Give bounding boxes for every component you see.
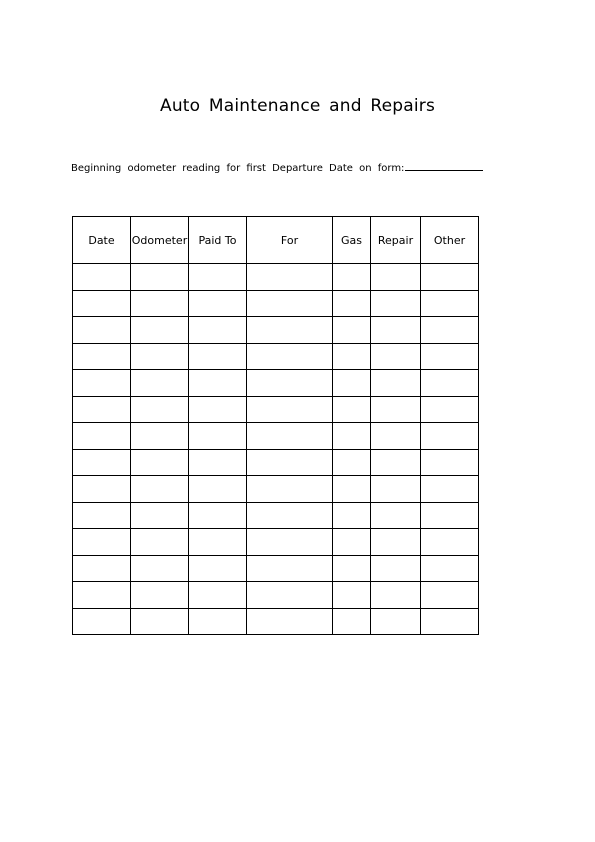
table-header-row	[73, 217, 479, 264]
table-cell-other[interactable]	[421, 555, 479, 582]
table-cell-other[interactable]	[421, 529, 479, 556]
table-cell-repair[interactable]	[371, 582, 421, 609]
table-row	[73, 608, 479, 635]
table-cell-gas[interactable]	[333, 502, 371, 529]
table-cell-paid-to[interactable]	[189, 608, 247, 635]
table-cell-odometer[interactable]	[131, 608, 189, 635]
column-header-gas: Gas	[333, 217, 371, 264]
table-cell-paid-to[interactable]	[189, 582, 247, 609]
table-cell-for[interactable]	[247, 529, 333, 556]
table-cell-other[interactable]	[421, 476, 479, 503]
table-cell-gas[interactable]	[333, 290, 371, 317]
table-cell-gas[interactable]	[333, 476, 371, 503]
odometer-reading-field[interactable]	[405, 161, 483, 171]
odometer-reading-line	[71, 161, 483, 174]
column-header-paid-to: Paid To	[189, 217, 247, 264]
table-cell-other[interactable]	[421, 449, 479, 476]
table-cell-paid-to[interactable]	[189, 317, 247, 344]
table-cell-odometer[interactable]	[131, 529, 189, 556]
table-cell-odometer[interactable]	[131, 290, 189, 317]
table-cell-odometer[interactable]	[131, 502, 189, 529]
table-cell-date[interactable]	[73, 423, 131, 450]
table-cell-odometer[interactable]	[131, 582, 189, 609]
table-body	[73, 264, 479, 635]
table-cell-odometer[interactable]	[131, 449, 189, 476]
table-cell-repair[interactable]	[371, 449, 421, 476]
table-cell-for[interactable]	[247, 370, 333, 397]
table-cell-odometer[interactable]	[131, 555, 189, 582]
table-cell-date[interactable]	[73, 317, 131, 344]
table-cell-date[interactable]	[73, 396, 131, 423]
table-cell-other[interactable]	[421, 423, 479, 450]
table-cell-date[interactable]	[73, 449, 131, 476]
table-cell-other[interactable]	[421, 264, 479, 291]
page-title: Auto Maintenance and Repairs	[159, 96, 436, 116]
table-cell-for[interactable]	[247, 290, 333, 317]
table-cell-other[interactable]	[421, 317, 479, 344]
table-row	[73, 396, 479, 423]
table-row	[73, 476, 479, 503]
table-cell-repair[interactable]	[371, 529, 421, 556]
table-cell-date[interactable]	[73, 290, 131, 317]
table-cell-date[interactable]	[73, 343, 131, 370]
table-cell-odometer[interactable]	[131, 343, 189, 370]
table-cell-gas[interactable]	[333, 370, 371, 397]
table-cell-gas[interactable]	[333, 449, 371, 476]
table-cell-other[interactable]	[421, 608, 479, 635]
table-cell-for[interactable]	[247, 317, 333, 344]
table-cell-other[interactable]	[421, 396, 479, 423]
table-cell-odometer[interactable]	[131, 317, 189, 344]
table-cell-paid-to[interactable]	[189, 449, 247, 476]
table-cell-paid-to[interactable]	[189, 290, 247, 317]
table-cell-paid-to[interactable]	[189, 555, 247, 582]
table-cell-repair[interactable]	[371, 396, 421, 423]
table-cell-other[interactable]	[421, 370, 479, 397]
table-row	[73, 555, 479, 582]
table-cell-date[interactable]	[73, 608, 131, 635]
table-cell-paid-to[interactable]	[189, 264, 247, 291]
table-cell-gas[interactable]	[333, 529, 371, 556]
table-cell-repair[interactable]	[371, 343, 421, 370]
table-row	[73, 343, 479, 370]
table-cell-for[interactable]	[247, 264, 333, 291]
table-cell-repair[interactable]	[371, 555, 421, 582]
table-cell-odometer[interactable]	[131, 396, 189, 423]
table-cell-paid-to[interactable]	[189, 396, 247, 423]
table-cell-gas[interactable]	[333, 396, 371, 423]
table-cell-for[interactable]	[247, 449, 333, 476]
table-row	[73, 370, 479, 397]
table-cell-other[interactable]	[421, 502, 479, 529]
table-row	[73, 317, 479, 344]
table-cell-for[interactable]	[247, 423, 333, 450]
table-cell-date[interactable]	[73, 502, 131, 529]
table-row	[73, 502, 479, 529]
table-cell-paid-to[interactable]	[189, 343, 247, 370]
maintenance-log-table	[72, 216, 479, 635]
column-header-other: Other	[421, 217, 479, 264]
table-row	[73, 264, 479, 291]
table-cell-for[interactable]	[247, 476, 333, 503]
table-cell-for[interactable]	[247, 502, 333, 529]
table-cell-repair[interactable]	[371, 317, 421, 344]
table-cell-date[interactable]	[73, 370, 131, 397]
table-cell-repair[interactable]	[371, 264, 421, 291]
table-cell-repair[interactable]	[371, 290, 421, 317]
table-cell-odometer[interactable]	[131, 476, 189, 503]
table-cell-repair[interactable]	[371, 476, 421, 503]
table-cell-odometer[interactable]	[131, 370, 189, 397]
table-cell-gas[interactable]	[333, 582, 371, 609]
table-cell-paid-to[interactable]	[189, 529, 247, 556]
table-row	[73, 423, 479, 450]
table-cell-for[interactable]	[247, 608, 333, 635]
table-cell-other[interactable]	[421, 290, 479, 317]
column-header-repair: Repair	[371, 217, 421, 264]
table-cell-gas[interactable]	[333, 264, 371, 291]
table-cell-repair[interactable]	[371, 502, 421, 529]
table-cell-for[interactable]	[247, 555, 333, 582]
table-cell-date[interactable]	[73, 476, 131, 503]
table-cell-for[interactable]	[247, 396, 333, 423]
table-cell-gas[interactable]	[333, 423, 371, 450]
table-cell-paid-to[interactable]	[189, 370, 247, 397]
table-cell-gas[interactable]	[333, 555, 371, 582]
table-cell-date[interactable]	[73, 529, 131, 556]
table-cell-date[interactable]	[73, 582, 131, 609]
table-cell-other[interactable]	[421, 343, 479, 370]
table-cell-date[interactable]	[73, 555, 131, 582]
table-row	[73, 582, 479, 609]
table-cell-gas[interactable]	[333, 608, 371, 635]
table-row	[73, 449, 479, 476]
table-cell-gas[interactable]	[333, 343, 371, 370]
table-cell-date[interactable]	[73, 264, 131, 291]
table-cell-paid-to[interactable]	[189, 502, 247, 529]
column-header-for: For	[247, 217, 333, 264]
table-cell-repair[interactable]	[371, 608, 421, 635]
table-cell-paid-to[interactable]	[189, 423, 247, 450]
table-cell-odometer[interactable]	[131, 423, 189, 450]
odometer-reading-label: Beginning odometer reading for first Departure Date on form:	[71, 163, 405, 174]
column-header-date: Date	[73, 217, 131, 264]
table-cell-odometer[interactable]	[131, 264, 189, 291]
table-cell-for[interactable]	[247, 582, 333, 609]
table-cell-paid-to[interactable]	[189, 476, 247, 503]
table-cell-for[interactable]	[247, 343, 333, 370]
table-cell-other[interactable]	[421, 582, 479, 609]
table-cell-repair[interactable]	[371, 370, 421, 397]
table-row	[73, 290, 479, 317]
column-header-odometer: Odometer	[131, 217, 189, 264]
table-row	[73, 529, 479, 556]
table-cell-gas[interactable]	[333, 317, 371, 344]
table-cell-repair[interactable]	[371, 423, 421, 450]
